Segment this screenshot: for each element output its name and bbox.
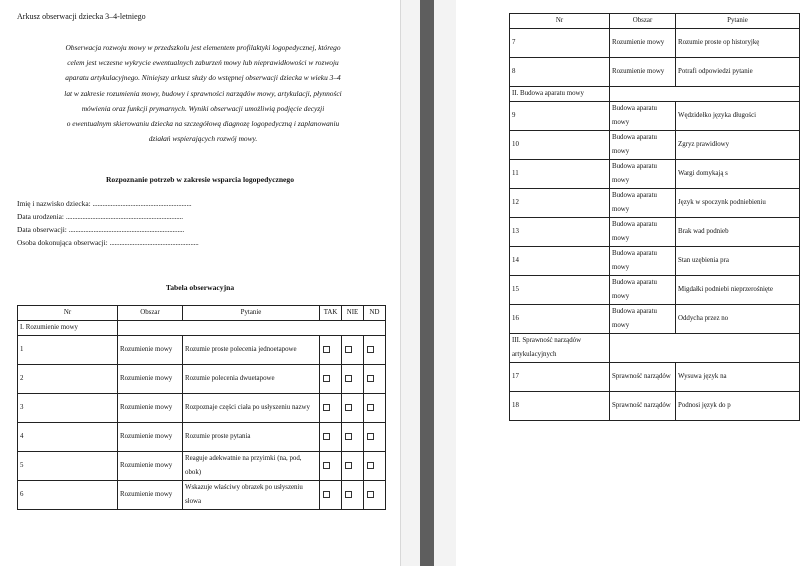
- row-area: Budowa aparatu mowy: [610, 102, 676, 131]
- row-number: 2: [18, 365, 118, 394]
- header-2: Obszar: [610, 14, 676, 29]
- row-area: Rozumienie mowy: [610, 58, 676, 87]
- document-page-right: [456, 0, 773, 566]
- observation-table-left: [17, 305, 386, 510]
- table-row: [18, 394, 386, 423]
- document-header: Arkusz obserwacji dziecka 3–4-letniego: [17, 12, 146, 21]
- table-header-row: [18, 306, 386, 321]
- checkbox-nd[interactable]: [367, 491, 374, 498]
- table-row: [510, 392, 800, 421]
- checkbox-nie[interactable]: [345, 404, 352, 411]
- checkbox-nd[interactable]: [367, 433, 374, 440]
- header-5: NIE: [342, 306, 364, 321]
- page-gap: [400, 0, 456, 566]
- table-row: [510, 363, 800, 392]
- field-label: Imię i nazwisko dziecka:: [17, 199, 91, 208]
- checkbox-cell-nd: [364, 394, 386, 423]
- row-number: 4: [18, 423, 118, 452]
- row-question: Wskazuje właściwy obrazek po usłyszeniu słowa: [183, 481, 320, 510]
- header-3: Pytanie: [183, 306, 320, 321]
- row-question: Zgryz prawidłowy: [676, 131, 800, 160]
- row-number: 10: [510, 131, 610, 160]
- checkbox-nie[interactable]: [345, 346, 352, 353]
- row-area: Budowa aparatu mowy: [610, 305, 676, 334]
- row-question: Język w spoczynk podniebieniu: [676, 189, 800, 218]
- table-row: [510, 131, 800, 160]
- table-row: [18, 423, 386, 452]
- field-row: [17, 212, 183, 221]
- table-row: [510, 29, 800, 58]
- row-area: Budowa aparatu mowy: [610, 218, 676, 247]
- row-number: 5: [18, 452, 118, 481]
- row-question: Potrafi odpowiedzi pytanie: [676, 58, 800, 87]
- row-number: 8: [510, 58, 610, 87]
- intro-line: lat w zakresie rozumienia mowy, budowy i sprawności narządów mowy, artykulacji, płynności: [64, 88, 342, 98]
- table-row: [18, 481, 386, 510]
- observation-table-right: [509, 13, 800, 421]
- table-row: [510, 218, 800, 247]
- intro-line: celem jest wczesne wykrycie ewentualnych zaburzeń mowy lub nieprawidłowości w rozwoju: [67, 58, 339, 68]
- table-row: [510, 58, 800, 87]
- header-6: ND: [364, 306, 386, 321]
- row-area: Budowa aparatu mowy: [610, 276, 676, 305]
- checkbox-tak[interactable]: [323, 346, 330, 353]
- row-question: Brak wad podnieb: [676, 218, 800, 247]
- checkbox-nd[interactable]: [367, 346, 374, 353]
- field-row: [17, 225, 184, 234]
- field-dots[interactable]: ......................................................: [109, 238, 199, 247]
- section-label: I. Rozumienie mowy: [18, 321, 118, 336]
- row-number: 15: [510, 276, 610, 305]
- checkbox-cell-nie: [342, 394, 364, 423]
- checkbox-nie[interactable]: [345, 462, 352, 469]
- checkbox-cell-tak: [320, 365, 342, 394]
- table-row: [18, 452, 386, 481]
- row-question: Reaguje adekwatnie na przyimki (na, pod, obok): [183, 452, 320, 481]
- section-label: III. Sprawność narządów artykulacyjnych: [510, 334, 610, 363]
- row-area: Budowa aparatu mowy: [610, 247, 676, 276]
- header-2: Obszar: [118, 306, 183, 321]
- intro-line: mówienia oraz funkcji prymarnych. Wyniki obserwacji umożliwią podjęcie decyzji: [81, 103, 325, 113]
- table-row: [510, 160, 800, 189]
- checkbox-cell-nd: [364, 365, 386, 394]
- row-area: Sprawność narządów: [610, 363, 676, 392]
- checkbox-nd[interactable]: [367, 462, 374, 469]
- row-question: Rozumie proste op historyjkę: [676, 29, 800, 58]
- row-number: 13: [510, 218, 610, 247]
- checkbox-cell-nie: [342, 452, 364, 481]
- section-row: [18, 321, 386, 336]
- row-number: 18: [510, 392, 610, 421]
- table-header-row: [510, 14, 800, 29]
- row-question: Podnosi język do p: [676, 392, 800, 421]
- row-question: Stan uzębienia pra: [676, 247, 800, 276]
- checkbox-tak[interactable]: [323, 433, 330, 440]
- checkbox-cell-nd: [364, 336, 386, 365]
- row-number: 1: [18, 336, 118, 365]
- checkbox-cell-tak: [320, 452, 342, 481]
- checkbox-cell-nd: [364, 481, 386, 510]
- section-filler: [118, 321, 386, 336]
- table-row: [510, 276, 800, 305]
- row-question: Rozumie proste pytania: [183, 423, 320, 452]
- checkbox-cell-nie: [342, 336, 364, 365]
- row-number: 9: [510, 102, 610, 131]
- table-row: [510, 102, 800, 131]
- header-1: Nr: [18, 306, 118, 321]
- checkbox-tak[interactable]: [323, 462, 330, 469]
- table-row: [18, 336, 386, 365]
- checkbox-nie[interactable]: [345, 433, 352, 440]
- row-area: Rozumienie mowy: [118, 452, 183, 481]
- section-row: [510, 87, 800, 102]
- intro-line: działań wspierających rozwój mowy.: [148, 134, 258, 144]
- checkbox-cell-tak: [320, 394, 342, 423]
- field-row: [17, 199, 191, 208]
- header-4: TAK: [320, 306, 342, 321]
- checkbox-nd[interactable]: [367, 404, 374, 411]
- header-1: Nr: [510, 14, 610, 29]
- checkbox-cell-tak: [320, 481, 342, 510]
- row-area: Rozumienie mowy: [118, 423, 183, 452]
- section-filler: [610, 87, 800, 102]
- section-label: II. Budowa aparatu mowy: [510, 87, 610, 102]
- row-area: Rozumienie mowy: [118, 394, 183, 423]
- field-label: Data obserwacji:: [17, 225, 67, 234]
- row-area: Rozumienie mowy: [118, 336, 183, 365]
- checkbox-cell-nie: [342, 365, 364, 394]
- section-filler: [610, 334, 800, 363]
- checkbox-nie[interactable]: [345, 375, 352, 382]
- row-number: 7: [510, 29, 610, 58]
- table-row: [18, 365, 386, 394]
- checkbox-cell-nie: [342, 423, 364, 452]
- row-number: 12: [510, 189, 610, 218]
- field-dots[interactable]: ......................................................................: [68, 225, 185, 234]
- row-question: Rozumie proste polecenia jednoetapowe: [183, 336, 320, 365]
- row-number: 16: [510, 305, 610, 334]
- row-question: Wędzidełko języka długości: [676, 102, 800, 131]
- row-area: Rozumienie mowy: [610, 29, 676, 58]
- table-row: [510, 189, 800, 218]
- row-area: Rozumienie mowy: [118, 481, 183, 510]
- page-separator-bar: [420, 0, 434, 566]
- checkbox-cell-nd: [364, 423, 386, 452]
- row-question: Rozpoznaje części ciała po usłyszeniu nazwy: [183, 394, 320, 423]
- row-question: Migdałki podniebi nieprzerośnięte: [676, 276, 800, 305]
- field-row: [17, 238, 199, 247]
- row-area: Budowa aparatu mowy: [610, 131, 676, 160]
- row-question: Oddycha przez no: [676, 305, 800, 334]
- field-label: Data urodzenia:: [17, 212, 64, 221]
- row-question: Wysuwa język na: [676, 363, 800, 392]
- row-number: 14: [510, 247, 610, 276]
- row-area: Budowa aparatu mowy: [610, 189, 676, 218]
- checkbox-cell-nd: [364, 452, 386, 481]
- row-question: Rozumie polecenia dwuetapowe: [183, 365, 320, 394]
- intro-line: aparatu artykulacyjnego. Niniejszy arkusz służy do wstępnej obserwacji dziecka w wieku 3–4: [65, 73, 341, 83]
- checkbox-cell-nie: [342, 481, 364, 510]
- section-row: [510, 334, 800, 363]
- field-label: Osoba dokonująca obserwacji:: [17, 238, 108, 247]
- row-area: Budowa aparatu mowy: [610, 160, 676, 189]
- row-number: 6: [18, 481, 118, 510]
- row-area: Rozumienie mowy: [118, 365, 183, 394]
- checkbox-tak[interactable]: [323, 491, 330, 498]
- header-3: Pytanie: [676, 14, 800, 29]
- intro-line: Obserwacja rozwoju mowy w przedszkolu jest elementem profilaktyki logopedycznej, którego: [65, 43, 341, 52]
- table-row: [510, 247, 800, 276]
- checkbox-tak[interactable]: [323, 404, 330, 411]
- row-number: 3: [18, 394, 118, 423]
- field-dots[interactable]: .......................................................................: [65, 212, 183, 221]
- checkbox-tak[interactable]: [323, 375, 330, 382]
- checkbox-cell-tak: [320, 336, 342, 365]
- row-area: Sprawność narządów: [610, 392, 676, 421]
- table-row: [510, 305, 800, 334]
- row-question: Wargi domykają s: [676, 160, 800, 189]
- checkbox-nie[interactable]: [345, 491, 352, 498]
- table-title: Tabela obserwacyjna: [165, 283, 235, 292]
- checkbox-cell-tak: [320, 423, 342, 452]
- checkbox-nd[interactable]: [367, 375, 374, 382]
- intro-line: o ewentualnym skierowaniu dziecka na szczegółową diagnozę logopedyczną i zaplanowaniu: [66, 119, 340, 129]
- section-title: Rozpoznanie potrzeb w zakresie wsparcia logopedycznego: [105, 175, 295, 184]
- intro-paragraph: [14, 40, 392, 146]
- row-number: 11: [510, 160, 610, 189]
- row-number: 17: [510, 363, 610, 392]
- field-dots[interactable]: ............................................................: [92, 199, 192, 208]
